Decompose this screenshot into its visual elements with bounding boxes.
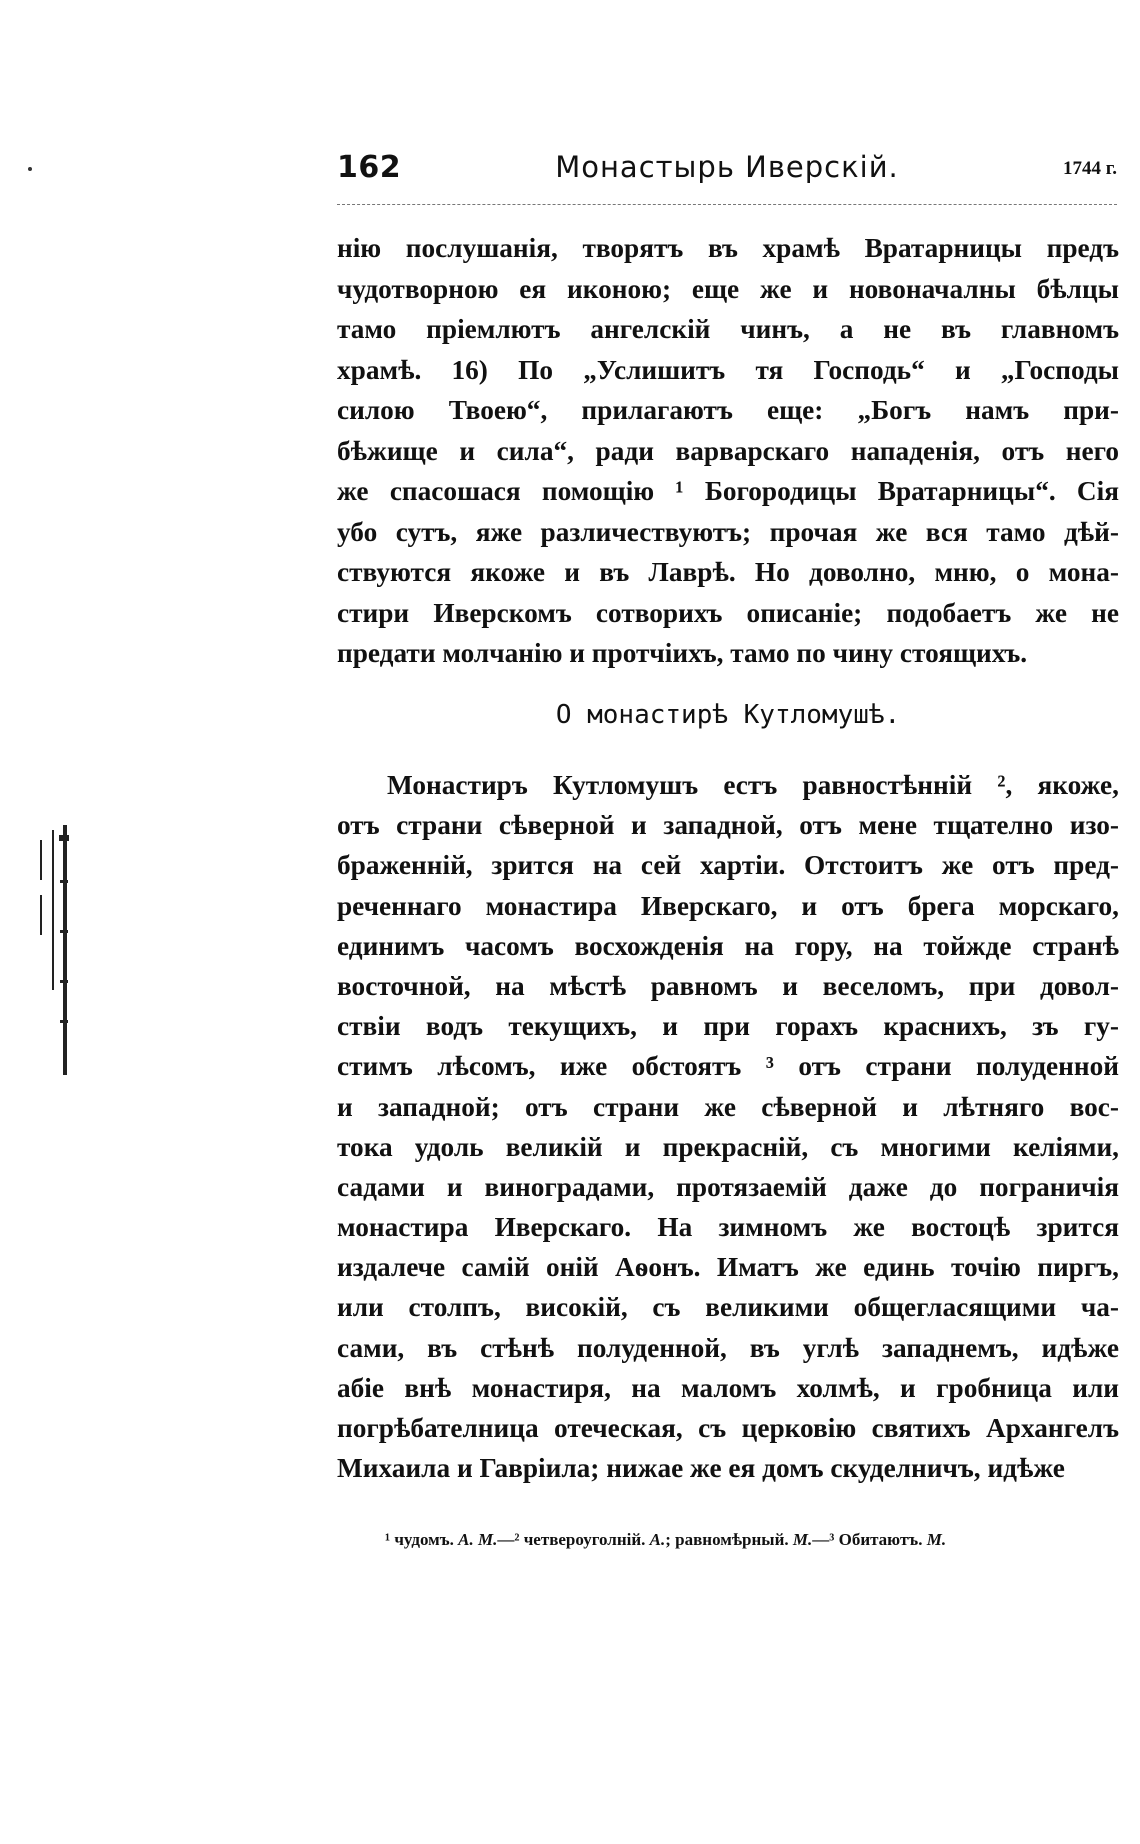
text-line: браженній, зрится на сей хартіи. Отстоитъ же отъ пред-: [337, 850, 1119, 881]
text-line: ствіи водъ текущихъ, и при горахъ краснихъ, зъ гу-: [337, 1011, 1119, 1042]
footnotes: [385, 1530, 1120, 1550]
section-heading: О монастирѣ Кутломушѣ.: [555, 700, 901, 730]
text-line: и западной; отъ страни же сѣверной и лѣтняго вос-: [337, 1091, 1119, 1122]
text-line: чудотворною ея иконою; еще же и новоначалны бѣлцы: [337, 273, 1119, 304]
text-line: Монастиръ Кутломушъ естъ равностѣнній ², якоже,: [387, 770, 1119, 800]
text-line: монастира Иверскаго. На зимномъ же востоцѣ зрится: [337, 1212, 1119, 1243]
text-line: реченнаго монастира Иверскаго, и отъ брега морскаго,: [337, 890, 1119, 921]
text-line: тамо пріемлютъ ангелскій чинъ, а не въ главномъ: [337, 314, 1119, 344]
text-line: или столпъ, високій, съ великими общегласящими ча-: [337, 1292, 1119, 1323]
margin-scan-marks: [36, 820, 80, 1080]
text-line: издалече самій оній Аѳонъ. Иматъ же единь точію пиргъ,: [337, 1252, 1119, 1283]
footnote-1-source: А. М.: [458, 1530, 498, 1549]
footnote-2: —² четвероуголній.: [497, 1530, 646, 1549]
footnote-3-source: М.: [926, 1530, 947, 1549]
footnote-2-source: А.: [649, 1530, 666, 1549]
header-rule: [337, 204, 1117, 205]
footnote-2b: ; равномѣрный.: [665, 1530, 789, 1549]
text-line: предати молчанію и протчіихъ, тамо по чину стоящихъ.: [337, 638, 1028, 668]
text-line: бѣжище и сила“, ради варварскаго нападенія, отъ него: [337, 435, 1119, 466]
header-year: 1744 г.: [1063, 158, 1117, 179]
text-line: стири Иверскомъ сотворихъ описаніе; подобаетъ же не: [337, 597, 1119, 628]
text-line: убо сутъ, яже различествуютъ; прочая же вся тамо дѣй-: [337, 516, 1119, 547]
text-line: тока удоль великій и прекрасній, съ многими келіями,: [337, 1131, 1119, 1162]
text-line: единимъ часомъ восхожденія на гору, на тойжде странѣ: [337, 930, 1119, 961]
text-line: абіе внѣ монастиря, на маломъ холмѣ, и гробница или: [337, 1372, 1119, 1403]
running-title: Монастырь Иверскій.: [555, 150, 899, 184]
footnote-3: —³ Обитаютъ.: [812, 1530, 923, 1549]
paragraph-continued: [337, 228, 1119, 674]
text-line: храмѣ. 16) По „Услишитъ тя Господь“ и „Господы: [337, 354, 1119, 385]
text-line: восточной, на мѣстѣ равномъ и веселомъ, при довол-: [337, 970, 1119, 1001]
text-line: ствуются якоже и въ Лаврѣ. Но доволно, мню, о мона-: [337, 557, 1119, 587]
page-number: 162: [337, 150, 402, 185]
footnote-2b-source: М.: [792, 1530, 813, 1549]
text-line: Михаила и Гавріила; нижае же ея домъ скуделничъ, идѣже: [337, 1453, 1065, 1484]
footnote-1: ¹ чудомъ.: [385, 1530, 454, 1549]
text-line: же спасошася помощію ¹ Богородицы Вратарницы“. Сія: [337, 476, 1119, 506]
text-line: силою Твоею“, прилагаютъ еще: „Богъ намъ при-: [337, 395, 1119, 425]
text-line: сами, въ стѣнѣ полуденной, въ углѣ западнемъ, идѣже: [337, 1332, 1119, 1363]
text-line: нію послушанія, творятъ въ храмѣ Вратарницы предъ: [337, 233, 1119, 263]
scan-speck: [28, 167, 32, 171]
text-line: отъ страни сѣверной и западной, отъ мене тщателно изо-: [337, 810, 1119, 841]
margin-marks-graphic: [36, 820, 80, 1080]
text-line: садами и виноградами, протязаемій даже до пограничія: [337, 1171, 1119, 1202]
page-header: [337, 150, 1117, 194]
text-line: стимъ лѣсомъ, иже обстоятъ ³ отъ страни полуденной: [337, 1051, 1119, 1082]
paragraph-kutlumush: [337, 765, 1119, 1488]
text-line: погрѣбателница отеческая, съ церковію святихъ Архангелъ: [337, 1413, 1119, 1443]
